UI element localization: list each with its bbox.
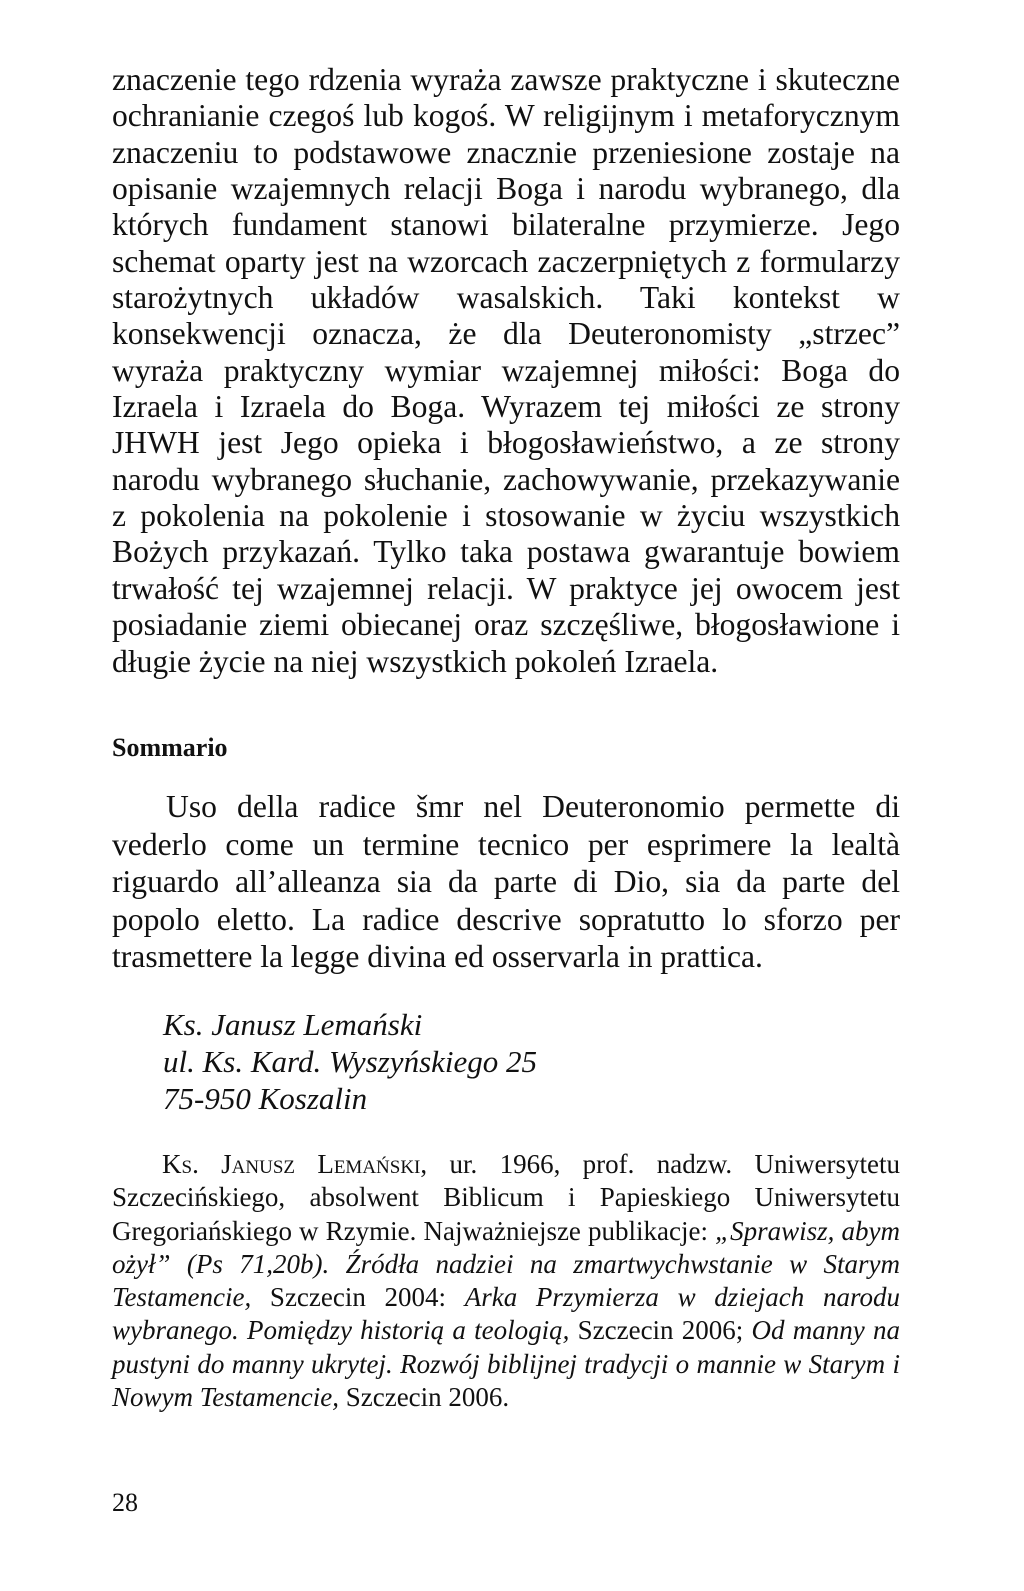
address-city: 75-950 Koszalin xyxy=(163,1081,368,1116)
bio-text-4: Szczecin 2006. xyxy=(338,1382,510,1413)
page-number: 28 xyxy=(112,1488,138,1517)
body-paragraph: znaczenie tego rdzenia wyraża zawsze praktyczne i skuteczne ochranianie czegoś lub kogoś. W religijnym i metaforycznym znaczeniu to podstawowe znacznie przeniesione zostaje na opisanie wzajemnych relacji Boga i narodu wybranego, dla których fundament stanowi bilateralne przymierze. Jego schemat oparty jest na wzorcach zaczerpniętych z formularzy starożytnych układów wasalskich. Taki kontekst w konsekwencji oznacza, że dla Deuteronomisty „strzec” wyraża praktyczny wymiar wzajemnej miłości: Boga do Izraela i Izraela do Boga. Wyrazem tej miłości ze strony JHWH jest Jego opieka i błogosławieństwo, a ze strony narodu wybranego słuchanie, zachowywanie, przekazywanie z pokolenia na pokolenie i stosowanie w życiu wszystkich Bożych przykazań. Tylko taka postawa gwarantuje bowiem trwałość tej wzajemnej relacji. W praktyce jej owocem jest posiadanie ziemi obiecanej oraz szczęśliwe, błogosławione i długie życie na niej wszystkich pokoleń Izraela. xyxy=(112,62,900,679)
bio-text-1: , ur. 1966, prof. nadzw. Uniwersytetu Szczecińskiego, absolwent Biblicum i Papieskiego Uniwersytetu Gregoriańskiego w Rzymie. Najważniejsze publikacje: xyxy=(112,1149,900,1246)
author-bio xyxy=(112,1148,900,1414)
bio-publication-3: Od manny na pustyni do manny ukrytej. Rozwój biblijnej tradycji o mannie w Starym i Nowym Testamencie, xyxy=(112,1315,900,1413)
bio-text-2: Szczecin 2004: xyxy=(251,1282,465,1313)
bio-publication-2: Arka Przymierza w dziejach narodu wybranego. Pomiędzy historią a teologią, xyxy=(112,1282,900,1346)
summary-heading: Sommario xyxy=(112,733,228,762)
bio-publication-1: „Sprawisz, abym ożył” (Ps 71,20b). Źródła nadziei na zmartwychwstanie w Starym Testamencie, xyxy=(112,1215,901,1313)
address-street: ul. Ks. Kard. Wyszyńskiego 25 xyxy=(163,1044,538,1079)
bio-author-name: Ks. Janusz Lemański xyxy=(162,1149,421,1179)
bio-text-3: Szczecin 2006; xyxy=(569,1315,752,1346)
address-name: Ks. Janusz Lemański xyxy=(163,1007,423,1042)
author-address xyxy=(163,1006,763,1117)
summary-paragraph: Uso della radice šmr nel Deuteronomio permette di vederlo come un termine tecnico per esprimere la lealtà riguardo all’alleanza sia da parte di Dio, sia da parte del popolo eletto. La radice descrive sopratutto lo sforzo per trasmettere la legge divina ed osservarla in prattica. xyxy=(112,789,900,975)
